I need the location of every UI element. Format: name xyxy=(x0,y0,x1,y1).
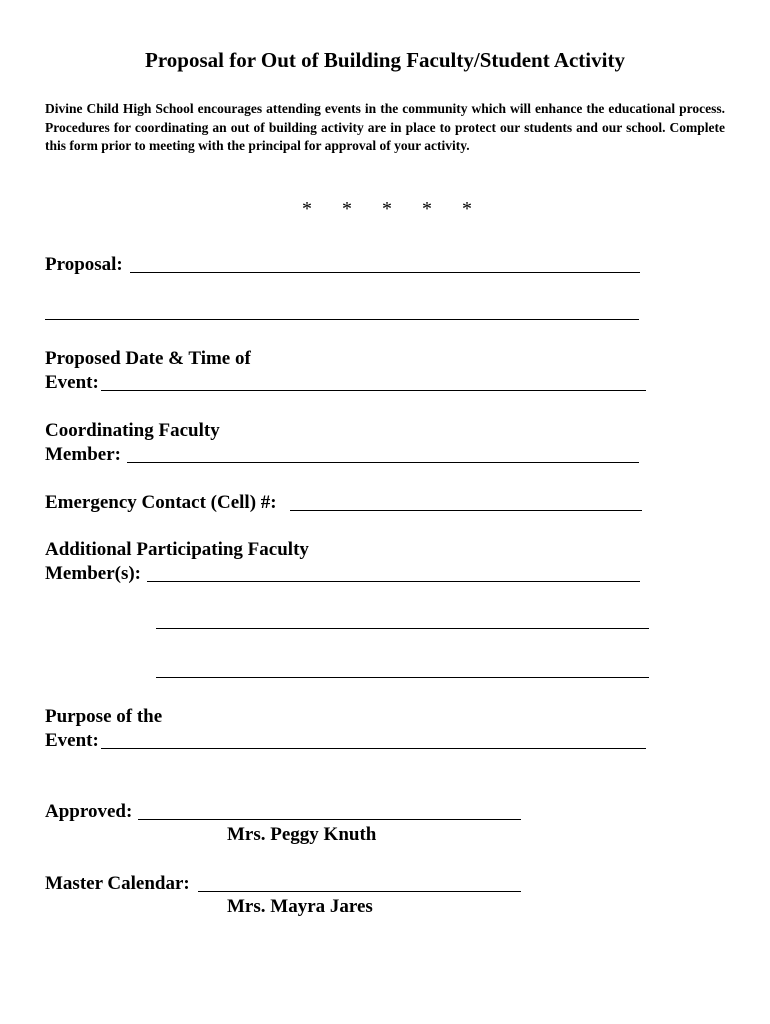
star: * xyxy=(422,198,432,220)
star: * xyxy=(382,198,392,220)
date-time-label: Proposed Date & Time of xyxy=(45,348,251,369)
approver-name: Mrs. Peggy Knuth xyxy=(227,824,377,845)
additional-faculty-label: Additional Participating Faculty xyxy=(45,539,309,560)
additional-faculty-line-3[interactable] xyxy=(156,677,649,678)
master-calendar-line[interactable] xyxy=(198,891,521,892)
additional-faculty-line-2[interactable] xyxy=(156,628,649,629)
coordinating-member-label: Member: xyxy=(45,444,121,465)
coordinating-faculty-line[interactable] xyxy=(127,462,639,463)
emergency-contact-label: Emergency Contact (Cell) #: xyxy=(45,492,277,513)
coordinating-faculty-label: Coordinating Faculty xyxy=(45,420,220,441)
page-title: Proposal for Out of Building Faculty/Student Activity xyxy=(145,48,625,72)
date-time-line[interactable] xyxy=(101,390,646,391)
approved-label: Approved: xyxy=(45,801,133,822)
additional-faculty-line[interactable] xyxy=(147,581,640,582)
section-divider-stars xyxy=(298,198,498,221)
star: * xyxy=(302,198,312,220)
purpose-label: Purpose of the xyxy=(45,706,163,727)
master-calendar-name: Mrs. Mayra Jares xyxy=(227,896,373,917)
purpose-line[interactable] xyxy=(101,748,646,749)
proposal-label: Proposal: xyxy=(45,254,123,275)
proposal-line-2[interactable] xyxy=(45,319,639,320)
master-calendar-label: Master Calendar: xyxy=(45,873,190,894)
proposal-line[interactable] xyxy=(130,272,640,273)
star: * xyxy=(462,198,472,220)
date-time-label-event: Event: xyxy=(45,372,99,393)
star: * xyxy=(342,198,352,220)
purpose-event-label: Event: xyxy=(45,730,99,751)
additional-members-label: Member(s): xyxy=(45,563,142,584)
intro-paragraph: Divine Child High School encourages attending events in the community which will enhance the educational process. Procedures for coordinating an out of building activity are in place to protect our students and our school. Complete this form prior to meeting with the principal for approval of your activity. xyxy=(45,101,725,153)
emergency-contact-line[interactable] xyxy=(290,510,642,511)
approved-signature-line[interactable] xyxy=(138,819,521,820)
